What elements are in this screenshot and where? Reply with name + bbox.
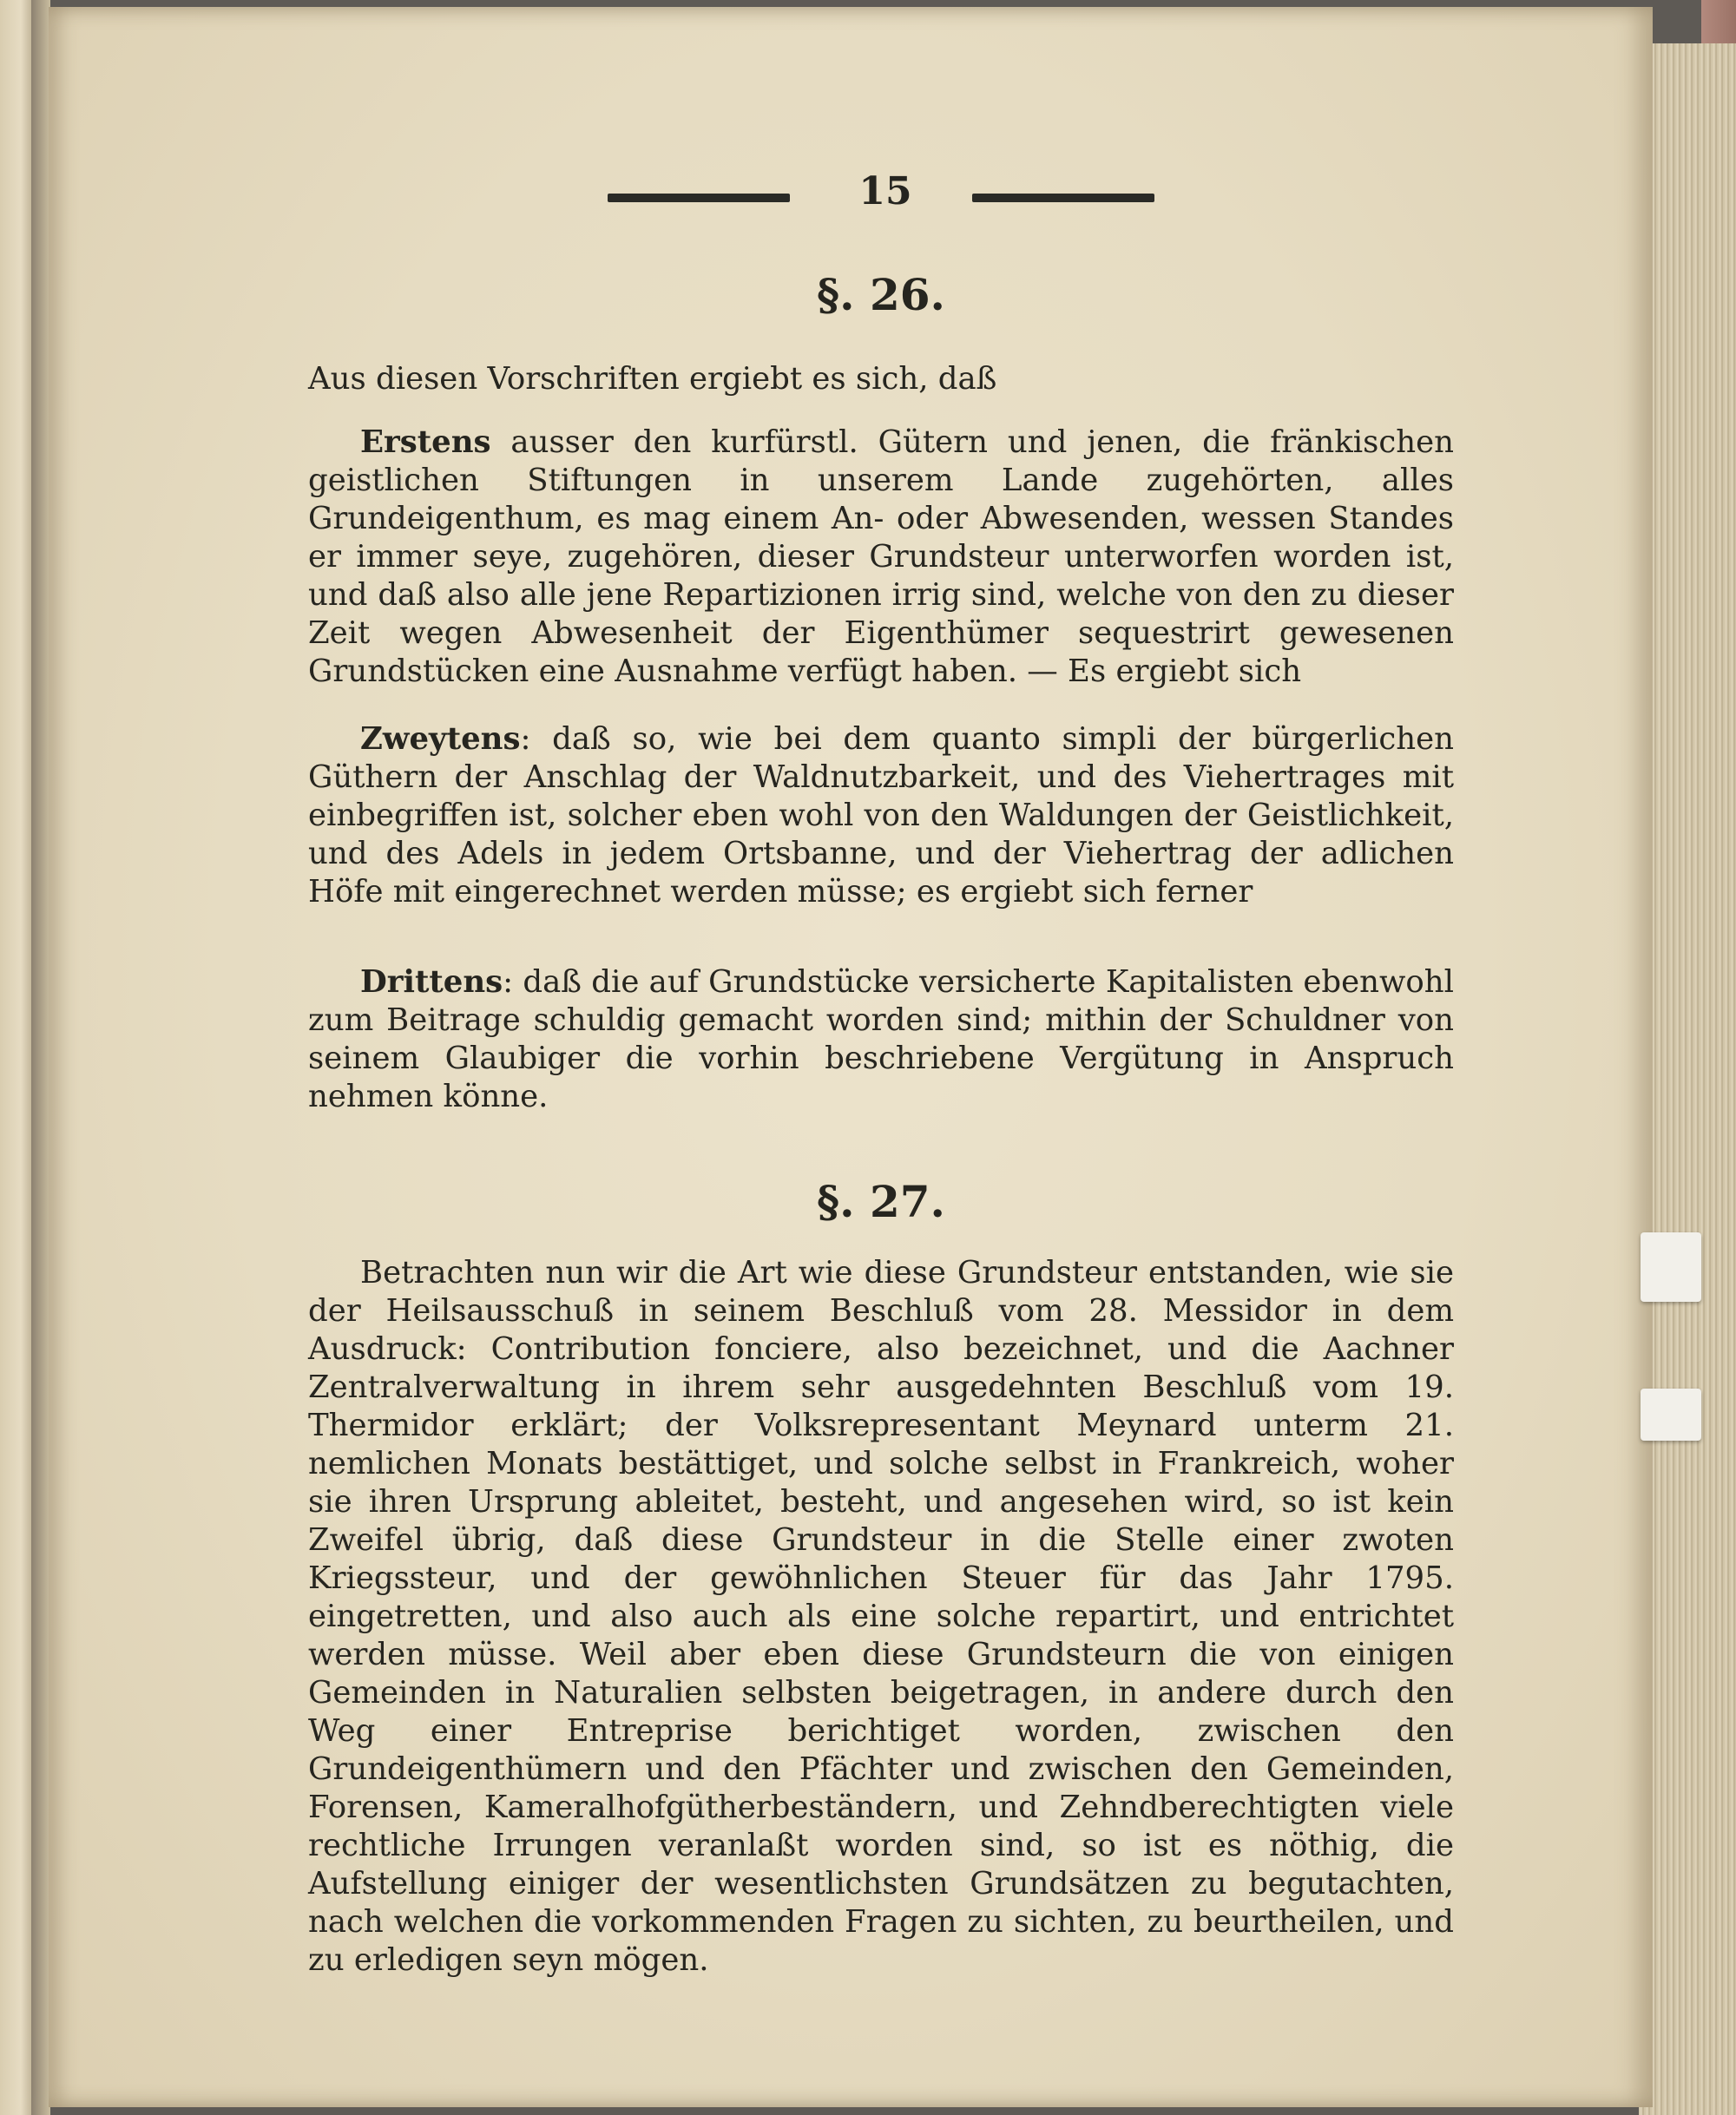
paragraph-lead: Drittens — [360, 964, 503, 1000]
paragraph-text: ausser den kurfürstl. Gütern und jenen, die fränkischen geistlichen Stiftungen in unserem Lande zugehörten, alles Grundeigenthum, es mag einem An- oder Abwesenden, wessen Standes er immer seye, zugehören, dieser Grundsteur unterworfen worden ist, und daß also alle jene Repartizionen irrig sind, welche von den zu dieser Zeit wegen Abwesenheit der Eigenthümer sequestrirt gewesenen Grundstücken eine Ausnahme verfügt haben. — Es ergiebt sich — [308, 424, 1454, 689]
header-rule-right — [972, 194, 1154, 202]
paragraph-lead: Erstens — [360, 424, 491, 460]
paragraph-betrachten — [308, 1254, 1454, 1980]
bookmark-tab — [1641, 1389, 1701, 1441]
page-number: 15 — [858, 169, 912, 213]
previous-page-edge — [0, 0, 35, 2115]
section-intro: Aus diesen Vorschriften ergiebt es sich, daß — [308, 361, 997, 397]
bookmark-tab — [1641, 1232, 1701, 1302]
paragraph-lead: Zweytens — [360, 721, 521, 757]
paragraph-drittens — [308, 963, 1454, 1116]
paragraph-text: : daß so, wie bei dem quanto simpli der bürgerlichen Güthern der Anschlag der Waldnutzbarkeit, und des Viehertrages mit einbegriffen ist, solcher eben wohl von den Waldungen der Geistlichkeit, und des Adels in jedem Ortsbanne, und der Viehertrag der adlichen Höfe mit eingerechnet werden müsse; es ergiebt sich ferner — [308, 721, 1454, 910]
header-rule-left — [608, 194, 790, 202]
book-gutter — [31, 0, 50, 2115]
paragraph-text: : daß die auf Grundstücke versicherte Kapitalisten ebenwohl zum Beitrage schuldig gemacht worden sind; mithin der Schuldner von seinem Glaubiger die vorhin beschriebene Vergütung in Anspruch nehmen könne. — [308, 964, 1454, 1114]
paragraph-text: Betrachten nun wir die Art wie diese Grundsteur entstanden, wie sie der Heilsausschuß in seinem Beschluß vom 28. Messidor in dem Ausdruck: Contribution fonciere, also bezeichnet, und die Aachner Zentralverwaltung in ihrem sehr ausgedehnten Beschluß vom 19. Thermidor erklärt; der Volksrepresentant Meynard unterm 21. nemlichen Monats bestättiget, und solche selbst in Frankreich, woher sie ihren Ursprung ableitet, besteht, und angesehen wird, so ist kein Zweifel übrig, daß diese Grundsteur in die Stelle einer zwoten Kriegssteur, und der gewöhnlichen Steuer für das Jahr 1795. eingetretten, und also auch als eine solche repartirt, und entrichtet werden müsse. Weil aber eben diese Grundsteurn die von einigen Gemeinden in Naturalien selbsten beigetragen, in andere durch den Weg einer Entreprise berichtiget worden, zwischen den Grundeigenthümern und den Pfächter und zwischen den Gemeinden, Forensen, Kameralhofgütherbeständern, und Zehndberechtigten viele rechtliche Irrungen veranlaßt worden sind, so ist es nöthig, die Aufstellung einiger der wesentlichsten Grundsätzen zu begutachten, nach welchen die vorkommenden Fragen zu sichten, zu beurtheilen, und zu erledigen seyn mögen. — [308, 1255, 1454, 1978]
section-heading: §. 26. — [817, 269, 945, 320]
paragraph-zweytens — [308, 720, 1454, 911]
page-header — [608, 169, 1163, 221]
section-heading: §. 27. — [817, 1176, 945, 1227]
paragraph-erstens — [308, 424, 1454, 691]
page-stack-edges — [1639, 43, 1736, 2115]
